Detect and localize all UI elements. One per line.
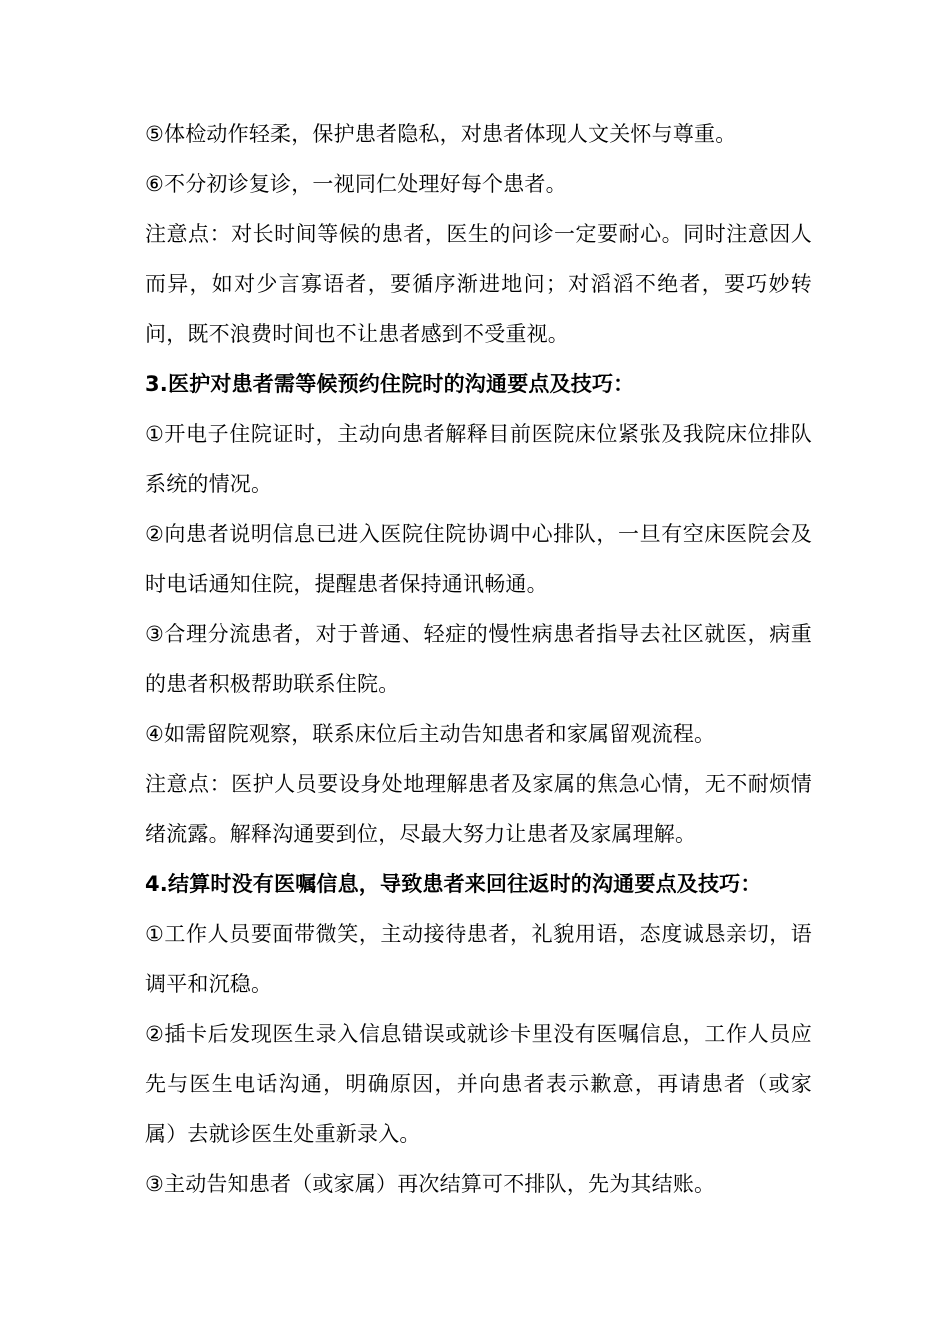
paragraph-item-3: ③合理分流患者，对于普通、轻症的慢性病患者指导去社区就医，病重的患者积极帮助联系住院。	[145, 622, 812, 696]
paragraph-item-3b: ③主动告知患者（或家属）再次结算可不排队，先为其结账。	[145, 1172, 716, 1196]
paragraph-note-2: 注意点：医护人员要设身处地理解患者及家属的焦急心情，无不耐烦情绪流露。解释沟通要到位，尽最大努力让患者及家属理解。	[145, 772, 812, 846]
paragraph-item-1b: ①工作人员要面带微笑，主动接待患者，礼貌用语，态度诚恳亲切，语调平和沉稳。	[145, 922, 812, 996]
paragraph-item-2b: ②插卡后发现医生录入信息错误或就诊卡里没有医嘱信息，工作人员应先与医生电话沟通，明确原因，并向患者表示歉意，再请患者（或家属）去就诊医生处重新录入。	[145, 1022, 812, 1146]
paragraph-item-2: ②向患者说明信息已进入医院住院协调中心排队，一旦有空床医院会及时电话通知住院，提醒患者保持通讯畅通。	[145, 522, 812, 596]
paragraph-item-6: ⑥不分初诊复诊，一视同仁处理好每个患者。	[145, 172, 567, 196]
section-heading-4: 4.结算时没有医嘱信息，导致患者来回往返时的沟通要点及技巧：	[145, 872, 762, 896]
paragraph-item-5: ⑤体检动作轻柔，保护患者隐私，对患者体现人文关怀与尊重。	[145, 122, 737, 146]
paragraph-item-1: ①开电子住院证时，主动向患者解释目前医院床位紧张及我院床位排队系统的情况。	[145, 422, 812, 496]
section-heading-3: 3.医护对患者需等候预约住院时的沟通要点及技巧：	[145, 372, 635, 396]
paragraph-note-1: 注意点：对长时间等候的患者，医生的问诊一定要耐心。同时注意因人而异，如对少言寡语者，要循序渐进地问；对滔滔不绝者，要巧妙转问，既不浪费时间也不让患者感到不受重视。	[145, 222, 812, 346]
paragraph-item-4: ④如需留院观察，联系床位后主动告知患者和家属留观流程。	[145, 722, 716, 746]
